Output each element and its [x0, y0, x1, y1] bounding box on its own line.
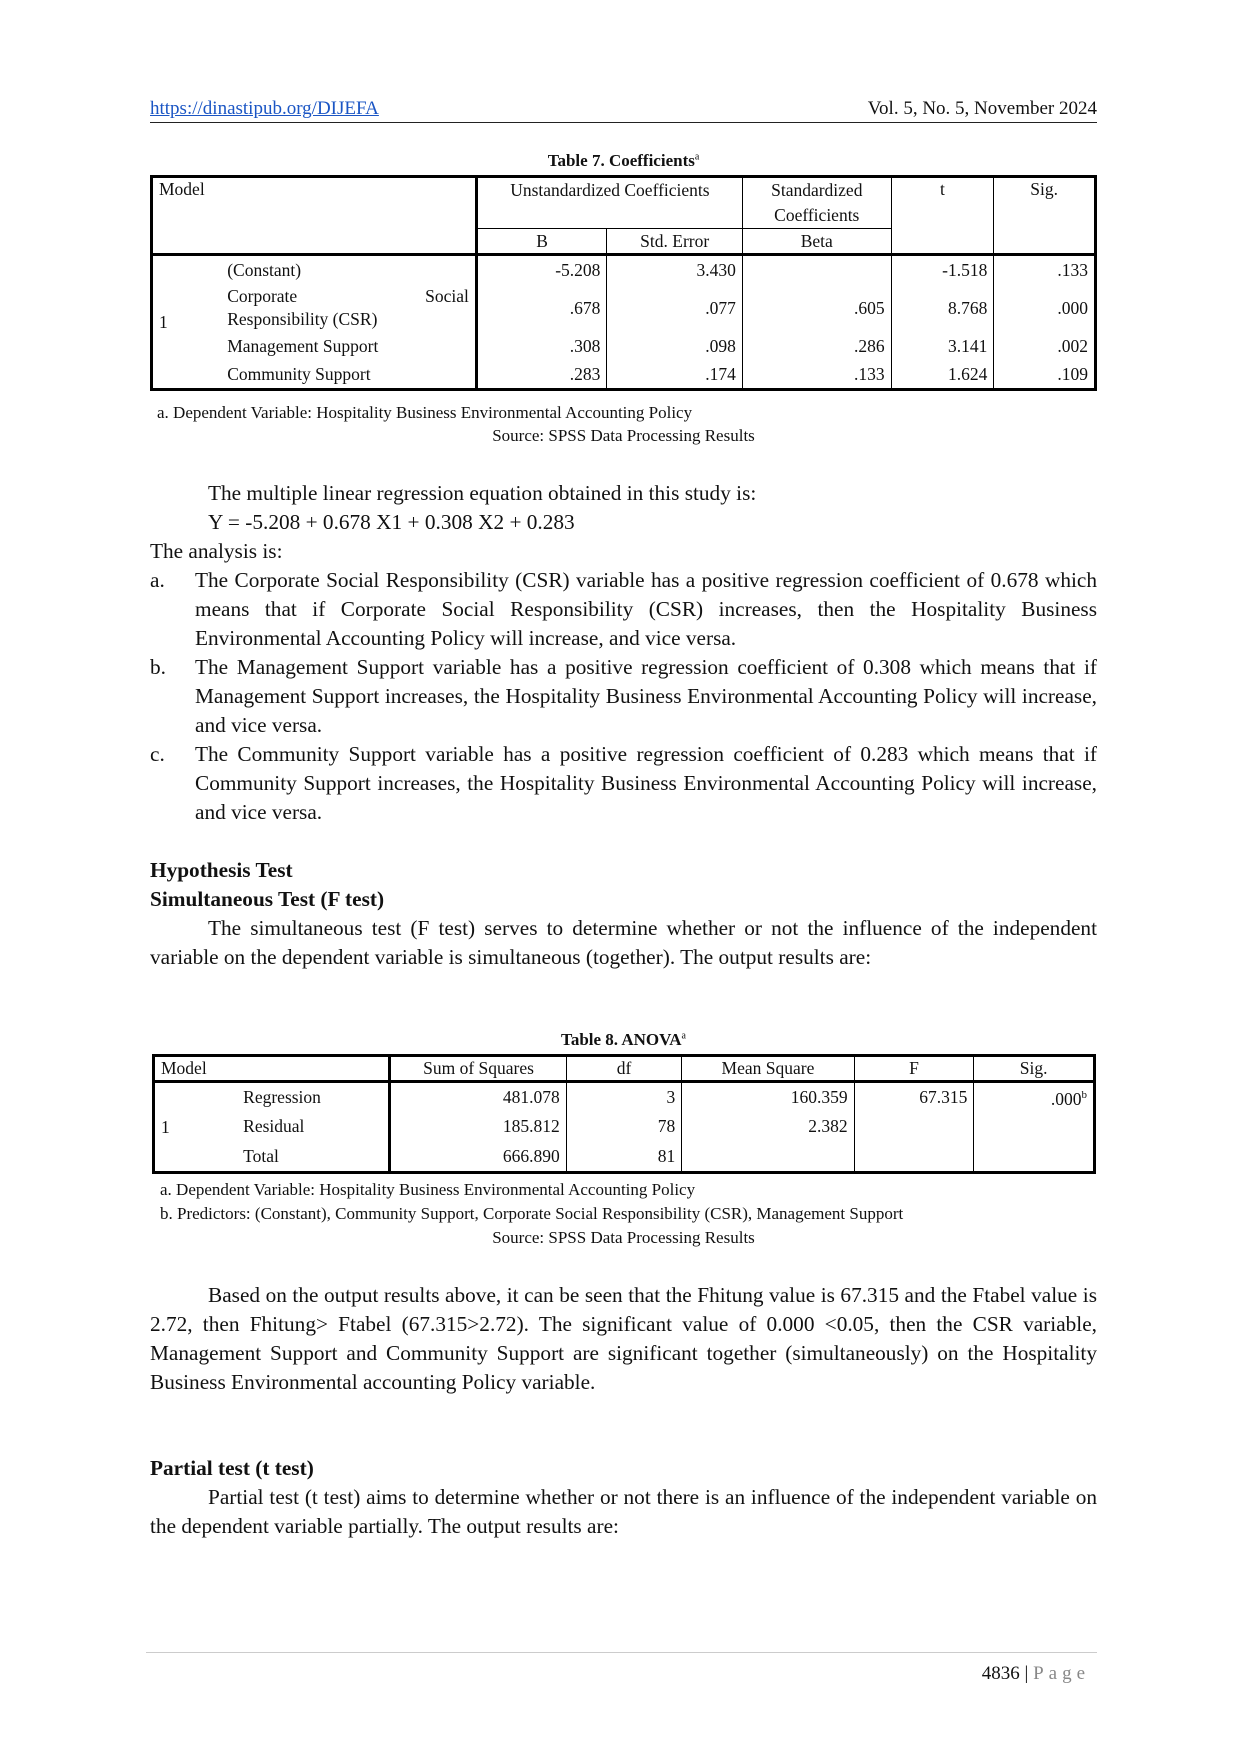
ttest-paragraph: Partial test (t test) aims to determine whether or not there is an influence of the independent variable on the dependent variable partially. The output results are: — [150, 1485, 1097, 1538]
table-row — [154, 1112, 1095, 1142]
table-row — [154, 1082, 1095, 1112]
table8-anova — [152, 1054, 1096, 1174]
table8-cell — [854, 1142, 974, 1173]
table8-cell — [974, 1112, 1095, 1142]
results-paragraph: Based on the output results above, it can be seen that the Fhitung value is 67.315 and the Ftabel value is 2.72, then Fhitung> Ftabel (67.315>2.72). The significant value of 0.000 <0.05, then the CSR variable, Management Support and Community Support are significant together (simultaneously) on the Hospitality Business Environmental accounting Policy variable. — [150, 1283, 1097, 1394]
section-heading-ttest: Partial test (t test) — [150, 1456, 314, 1480]
table8-cell: 3 — [566, 1082, 682, 1112]
table7-cell: -5.208 — [476, 255, 607, 285]
table8-header-ss: Sum of Squares — [390, 1056, 566, 1082]
table8-cell: 78 — [566, 1112, 682, 1142]
table7-cell: .109 — [994, 362, 1096, 390]
page-number: 4836 — [981, 1663, 1020, 1684]
table8-header-ms: Mean Square — [682, 1056, 854, 1082]
journal-url-link[interactable]: https://dinastipub.org/DIJEFA — [150, 98, 379, 119]
table8-cell — [854, 1112, 974, 1142]
equation-intro: The multiple linear regression equation obtained in this study is: — [208, 481, 757, 505]
table7-row-name: (Constant) — [221, 255, 476, 285]
table7-row-name: Corporate Social Responsibility (CSR) — [221, 285, 476, 332]
table7-cell: .283 — [476, 362, 607, 390]
table8-header-model: Model — [154, 1056, 390, 1082]
table7-cell: .174 — [607, 362, 743, 390]
table8-model-number: 1 — [154, 1082, 238, 1173]
table7-header-beta: Beta — [742, 229, 891, 255]
table8-header-sig: Sig. — [974, 1056, 1095, 1082]
table8-caption: Table 8. ANOVA$^a$ — [561, 1030, 686, 1049]
list-item: c. The Community Support variable has a positive regression coefficient of 0.283 which means that if Community Support increases, the Hospitality Business Environmental Accounting Policy will increase, and vice versa. — [150, 742, 1097, 824]
table8-notes — [160, 1178, 903, 1226]
volume-info: Vol. 5, No. 5, November 2024 — [867, 98, 1097, 119]
table-row — [152, 255, 1096, 285]
table7-cell: -1.518 — [891, 255, 994, 285]
table8-cell: 481.078 — [390, 1082, 566, 1112]
table8-cell: 160.359 — [682, 1082, 854, 1112]
table8-cell: 2.382 — [682, 1112, 854, 1142]
page-label: Page — [1033, 1663, 1090, 1684]
table7-header-b: B — [476, 229, 607, 255]
page-footer — [982, 1663, 1090, 1685]
table8-header-df: df — [566, 1056, 682, 1082]
table7-row-name: Community Support — [221, 362, 476, 390]
table7-cell: .133 — [742, 362, 891, 390]
table8-note-b: b. Predictors: (Constant), Community Support, Corporate Social Responsibility (CSR), Management Support — [160, 1204, 904, 1223]
header-divider — [150, 122, 1097, 123]
analysis-list — [150, 566, 1097, 827]
table-row — [154, 1142, 1095, 1173]
table7-cell: .286 — [742, 332, 891, 362]
list-item: b. The Management Support variable has a positive regression coefficient of 0.308 which means that if Management Support increases, the Hospitality Business Environmental Accounting Policy will increase, and vice versa. — [150, 655, 1097, 737]
table8-header-f: F — [854, 1056, 974, 1082]
table7-cell: .002 — [994, 332, 1096, 362]
ftest-paragraph: The simultaneous test (F test) serves to determine whether or not the influence of the independent variable on the dependent variable is simultaneous (together). The output results are: — [150, 916, 1097, 969]
table8-source: Source: SPSS Data Processing Results — [492, 1228, 755, 1247]
table-row — [152, 362, 1096, 390]
table7-source: Source: SPSS Data Processing Results — [492, 426, 755, 445]
table7-header-model: Model — [152, 177, 477, 229]
table7-caption: Table 7. Coefficients$^a$ — [547, 151, 700, 170]
table8-cell — [682, 1142, 854, 1173]
table8-note-a: a. Dependent Variable: Hospitality Business Environmental Accounting Policy — [160, 1180, 696, 1199]
table7-cell: .605 — [742, 285, 891, 332]
table7-cell: 1.624 — [891, 362, 994, 390]
table8-cell — [974, 1142, 1095, 1173]
table7-cell — [742, 255, 891, 285]
equation-block — [150, 479, 1097, 566]
table7-header-standardized: Standardized Coefficients — [742, 177, 891, 229]
list-item: a. The Corporate Social Responsibility (CSR) variable has a positive regression coefficient of 0.678 which means that if Corporate Social Responsibility (CSR) increases, then the Hospitality Business Environmental Accounting Policy will increase, and vice versa. — [150, 568, 1097, 650]
table7-cell: 8.768 — [891, 285, 994, 332]
table7-cell: .133 — [994, 255, 1096, 285]
table7-note: a. Dependent Variable: Hospitality Business Environmental Accounting Policy — [157, 403, 693, 422]
table7-coefficients — [150, 175, 1097, 391]
section-heading-hypothesis: Hypothesis Test — [150, 858, 293, 882]
analysis-intro: The analysis is: — [150, 539, 283, 563]
footer-separator: | — [1024, 1663, 1029, 1684]
table7-header-unstandardized: Unstandardized Coefficients — [476, 177, 742, 203]
table7-cell: .000 — [994, 285, 1096, 332]
table8-cell: 81 — [566, 1142, 682, 1173]
table7-row-name: Management Support — [221, 332, 476, 362]
footer-divider — [146, 1652, 1097, 1653]
table7-cell: .077 — [607, 285, 743, 332]
table8-cell: 67.315 — [854, 1082, 974, 1112]
table-row — [152, 285, 1096, 332]
table7-model-number: 1 — [152, 255, 222, 390]
table8-row-name: Regression — [237, 1082, 390, 1112]
partial-test-section — [150, 1454, 1097, 1541]
table7-cell: .098 — [607, 332, 743, 362]
table-row — [152, 332, 1096, 362]
table8-row-name: Residual — [237, 1112, 390, 1142]
table7-cell: 3.430 — [607, 255, 743, 285]
table7-cell: 3.141 — [891, 332, 994, 362]
table7-header-t: t — [891, 177, 994, 255]
hypothesis-section — [150, 856, 1097, 972]
page-header — [150, 90, 1097, 120]
regression-equation: Y = -5.208 + 0.678 X1 + 0.308 X2 + 0.283 — [208, 510, 575, 534]
table7-cell: .678 — [476, 285, 607, 332]
table8-cell: 666.890 — [390, 1142, 566, 1173]
table7-cell: .308 — [476, 332, 607, 362]
table8-row-name: Total — [237, 1142, 390, 1173]
table8-cell: .000$^b$ — [974, 1082, 1095, 1112]
section-heading-ftest: Simultaneous Test (F test) — [150, 887, 385, 911]
table7-header-sig: Sig. — [994, 177, 1096, 255]
table8-cell: 185.812 — [390, 1112, 566, 1142]
table7-header-std-error: Std. Error — [607, 229, 743, 255]
